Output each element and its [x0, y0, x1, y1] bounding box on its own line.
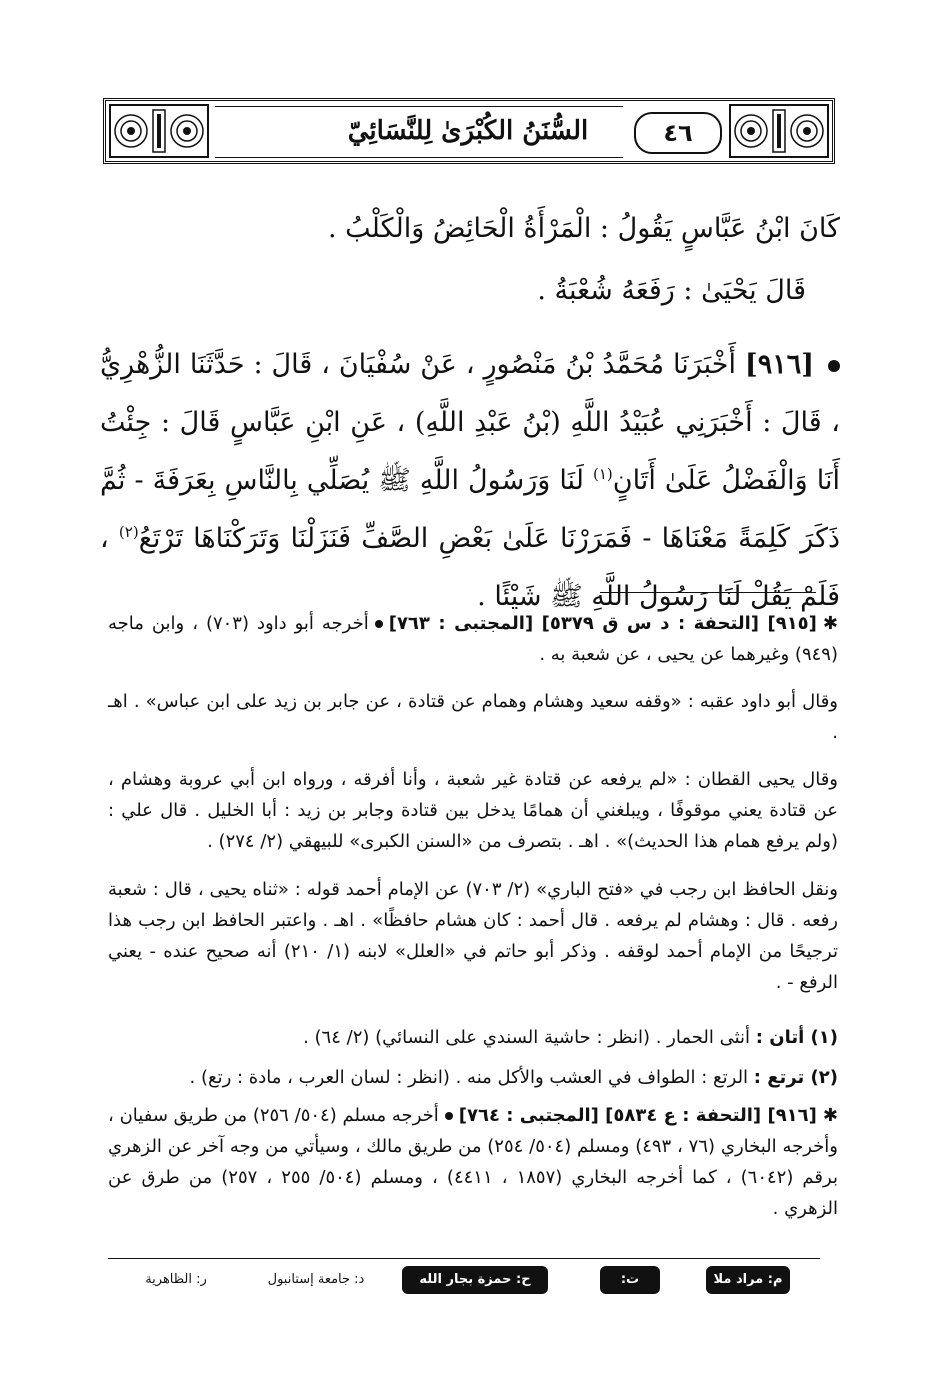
note-1-text: أنثى الحمار . (انظر : حاشية السندي على النسائي) (٢/ ٦٤) . [303, 1027, 751, 1048]
footnote-916 [108, 1100, 838, 1224]
credit-badge-2: ت: تطوان [600, 1266, 660, 1294]
footnote-ref-2[interactable]: (٢) [118, 523, 139, 541]
main-line-1: كَانَ ابْنُ عَبَّاسٍ يَقُولُ : الْمَرْأَةُ الْحَائِضُ وَالْكَلْبُ . [328, 213, 840, 244]
hadith-text-b: لَنَا وَرَسُولُ اللَّهِ ﷺ يُصَلِّي بِالنَّاسِ بِعَرَفَةَ - ثُمَّ ذَكَرَ كَلِمَةً مَعْنَاهَا - فَمَرَرْنَا عَلَىٰ بَعْضِ الصَّفِّ فَنَزَلْنَا وَتَرَكْنَاهَا تَرْتَعُ [100, 465, 840, 554]
note-2-label: (٢) ترتع : [753, 1067, 838, 1088]
footnote-ref-1[interactable]: (١) [592, 465, 613, 483]
footnote-915-text: أخرجه أبو داود (٧٠٣) ، وابن ماجه (٩٤٩) وغيرهما عن يحيى ، عن شعبة به . [108, 613, 838, 665]
page-header [103, 98, 835, 164]
ornament-left-icon [109, 104, 209, 158]
credits-separator [108, 1258, 820, 1259]
hadith-number: [٩١٦] [744, 349, 814, 380]
bullet-icon [828, 360, 840, 372]
hadith-text-a: أَخْبَرَنَا مُحَمَّدُ بْنُ مَنْصُورٍ ، عَنْ سُفْيَانَ ، قَالَ : حَدَّثَنَا الزُّهْرِيُّ ، قَالَ : أَخْبَرَنِي عُبَيْدُ اللَّهِ (بْنُ عَبْدِ اللَّهِ) ، عَنِ ابْنِ عَبَّاسٍ قَالَ : جِئْتُ أَنَا وَالْفَضْلُ عَلَىٰ أَتَانٍ [100, 349, 840, 496]
hadith-text-c: ، فَلَمْ يَقُلْ لَنَا رَسُولُ اللَّهِ ﷺ شَيْئًا . [100, 523, 840, 612]
footnote-separator [600, 592, 816, 593]
asterisk-icon: ✱ [822, 1105, 838, 1126]
dot-icon [375, 620, 383, 628]
credit-text-5: ر: الظاهرية [145, 1272, 207, 1287]
footnote-915-para-4: ونقل الحافظ ابن رجب في «فتح الباري» (٢/ ٧٠٣) عن الإمام أحمد قوله : «ثناه يحيى ، قال : شعبة رفعه . قال : وهشام لم يرفعه . قال أحمد : كان هشام حافظًا» . اهـ . واعتبر الحافظ ابن رجب هذا ترجيحًا من الإمام أحمد لوقفه . وذكر أبو حاتم في «العلل» لابنه (١/ ٢١٠) أنه صحيح عنده - يعني الرفع - . [108, 879, 839, 993]
book-title: السُّنَنُ الكُبْرَىٰ لِلنَّسَائِيّ [347, 116, 589, 146]
page-number: ٤٦ [634, 112, 722, 154]
note-2 [108, 1062, 866, 1093]
main-line-2 [100, 262, 840, 320]
footnote-915-para-2: وقال أبو داود عقبه : «وقفه سعيد وهشام وهمام عن قتادة ، عن جابر بن زيد على ابن عباس» . اهـ . [108, 691, 838, 743]
footnote-916-text: أخرجه مسلم (٥٠٤/ ٢٥٦) من طريق سفيان ، وأخرجه البخاري (٧٦ ، ٤٩٣) ومسلم (٥٠٤/ ٢٥٤) من طريق مالك ، وسيأتي من وجه آخر عن الزهري برقم (٦٠٤٢) ، كما أخرجه البخاري (١٨٥٧ ، ٤٤١١) ، ومسلم (٥٠٤/ ٢٥٥ ، ٢٥٧) من طرق عن الزهري . [108, 1105, 838, 1219]
footnote-915-para-3: وقال يحيى القطان : «لم يرفعه عن قتادة غير شعبة ، وأنا أفرقه ، ورواه ابن أبي عروبة وهشام ، عن قتادة يعني موقوفًا ، ويبلغني أن همامًا يدخل بين قتادة وجابر بن زيد : أبا الخليل . قال علي : (ولم يرفع همام هذا الحديث)» . اهـ . بتصرف من «السنن الكبرى» للبيهقي (٢/ ٢٧٤) . [108, 769, 838, 852]
credit-badge-1: م: مراد ملا [706, 1266, 790, 1294]
hadith-916 [100, 336, 840, 626]
dot-icon [445, 1112, 453, 1120]
footnote-915 [108, 608, 838, 670]
footnote-915-head: [٩١٥] [التحفة : د س ق ٥٣٧٩] [المجتبى : ٧٦٣] [388, 613, 817, 634]
note-1-label: (١) أتان : [755, 1027, 838, 1048]
main-line-2-text: قَالَ يَحْيَىٰ : رَفَعَهُ شُعْبَةُ . [537, 275, 806, 306]
credit-text-4: د: جامعة إستانبول [267, 1272, 365, 1287]
note-1 [108, 1022, 866, 1053]
footnote-916-head: [٩١٦] [التحفة : ع ٥٨٣٤] [المجتبى : ٧٦٤] [458, 1105, 817, 1126]
ornament-right-icon [729, 104, 829, 158]
credit-badge-3: ح: حمزة بجار الله [402, 1266, 548, 1294]
note-2-text: الرتع : الطواف في العشب والأكل منه . (انظر : لسان العرب ، مادة : رتع) . [189, 1067, 749, 1088]
asterisk-icon: ✱ [822, 613, 838, 634]
